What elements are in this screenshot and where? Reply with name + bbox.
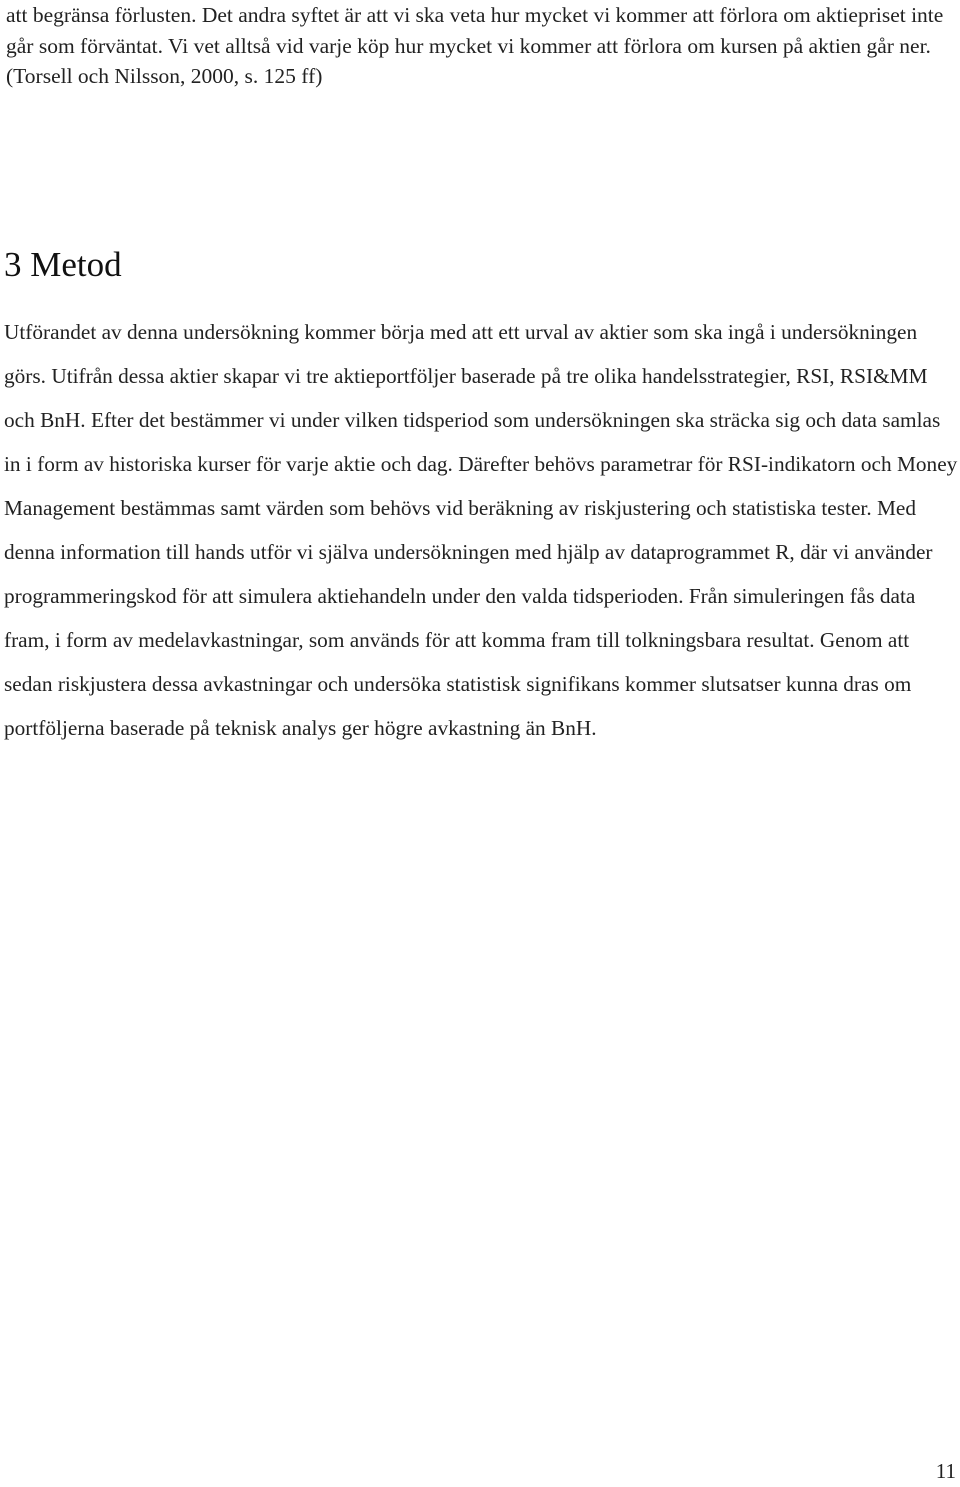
intro-paragraph: att begränsa förlusten. Det andra syftet är att vi ska veta hur mycket vi kommer att förlora om aktiepriset inte går som förväntat. Vi vet alltså vid varje köp hur mycket vi kommer att förlora om kursen på aktien går ner. (Torsell och Nilsson, 2000, s. 125 ff) xyxy=(6,3,944,88)
section-heading: 3 Metod xyxy=(4,245,122,284)
page-number: 11 xyxy=(935,1459,956,1483)
section-paragraph: Utförandet av denna undersökning kommer börja med att ett urval av aktier som ska ingå i undersökningen görs. Utifrån dessa aktier skapar vi tre aktieportföljer baserade på tre olika handelsstrategier, RSI, RSI&MM och BnH. Efter det bestämmer vi under vilken tidsperiod som undersökningen ska sträcka sig och data samlas in i form av historiska kurser för varje aktie och dag. Därefter behövs parametrar för RSI-indikatorn och Money Management bestämmas samt värden som behövs vid beräkning av riskjustering och statistiska tester. Med denna information till hands utför vi själva undersökningen med hjälp av dataprogrammet R, där vi använder programmeringskod för att simulera aktiehandeln under den valda tidsperioden. Från simuleringen fås data fram, i form av medelavkastningar, som används för att komma fram till tolkningsbara resultat. Genom att sedan riskjustera dessa avkastningar och undersöka statistisk signifikans kommer slutsatser kunna dras om portföljerna baserade på teknisk analys ger högre avkastning än BnH. xyxy=(4,320,958,740)
